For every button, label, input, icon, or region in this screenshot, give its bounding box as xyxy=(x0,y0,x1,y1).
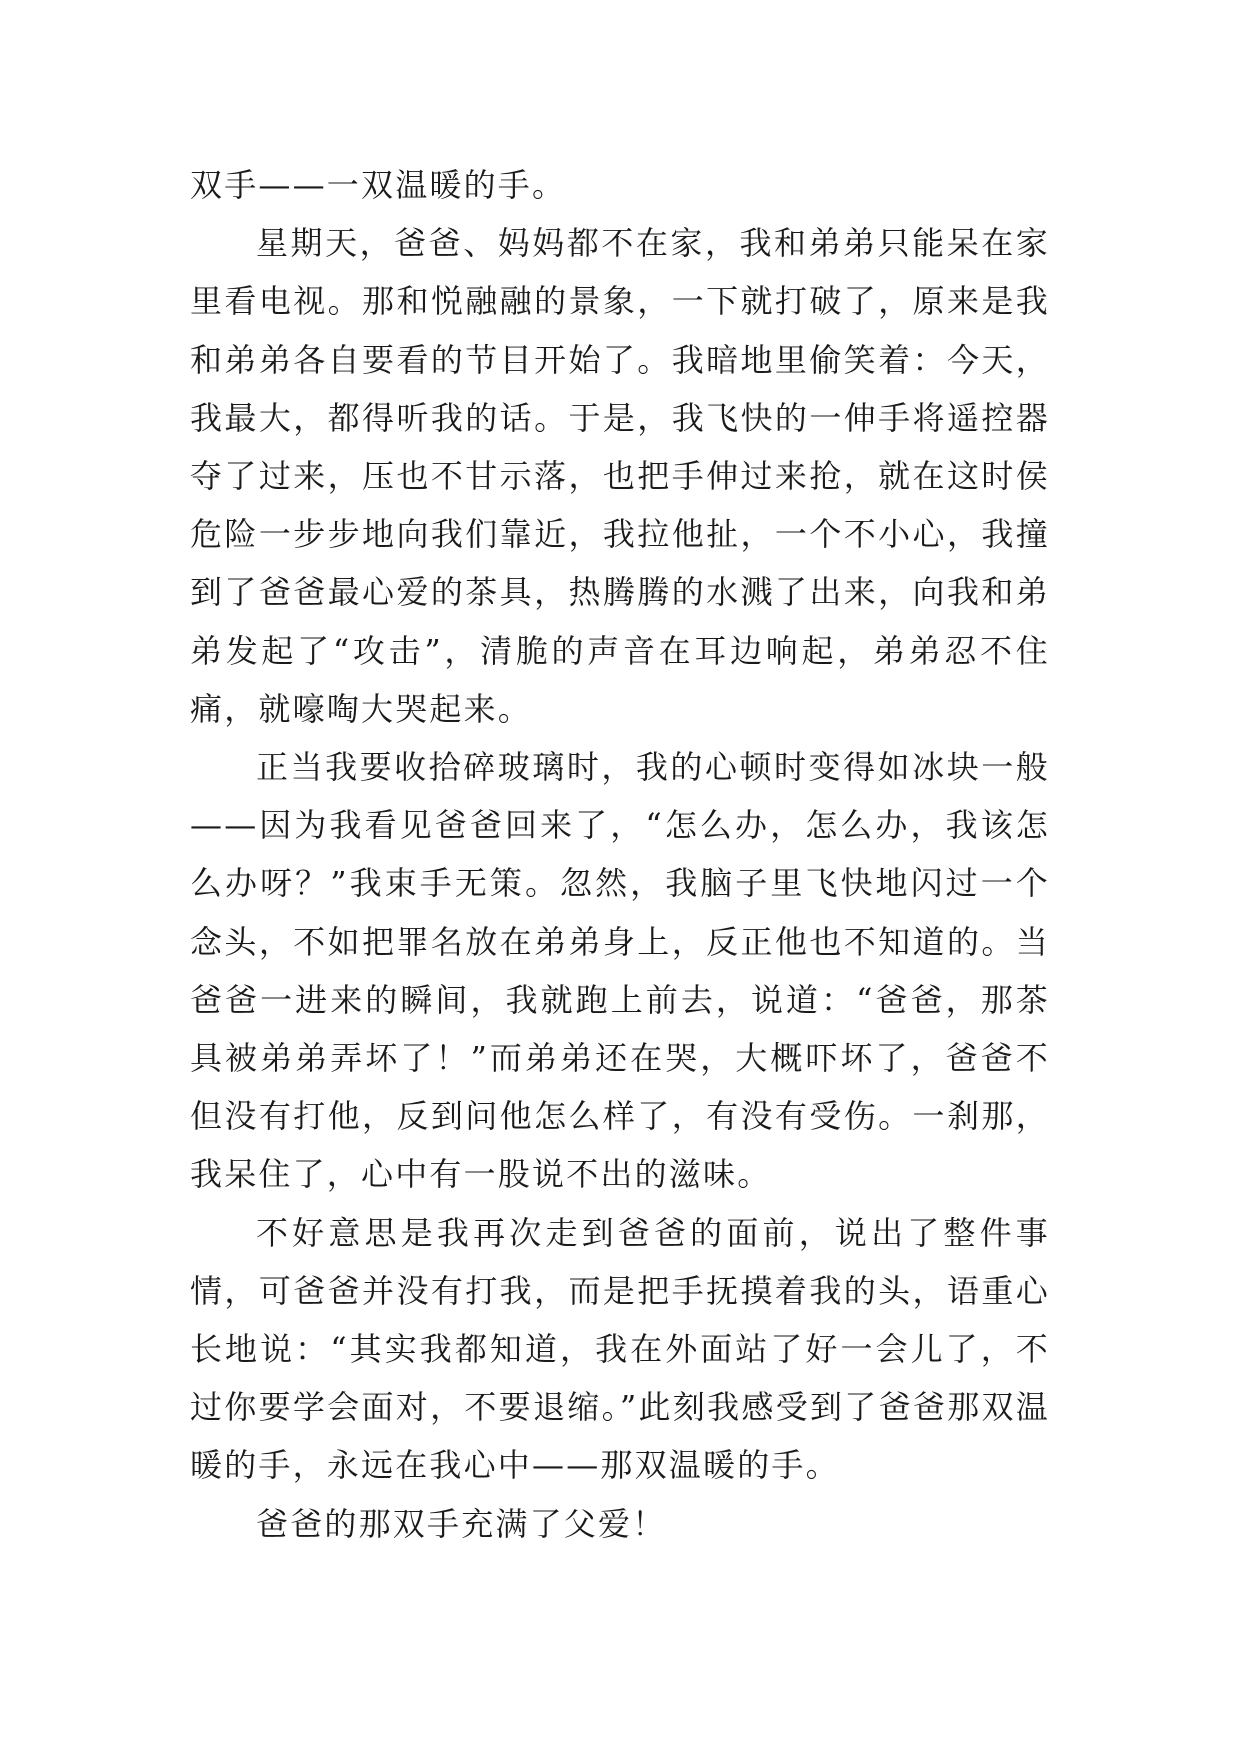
document-body xyxy=(190,156,1050,1553)
paragraph-1: 双手——一双温暖的手。 xyxy=(190,166,567,204)
paragraph-3: 正当我要收拾碎玻璃时，我的心顿时变得如冰块一般——因为我看见爸爸回来了，“怎么办，怎么办，我该怎么办呀？”我束手无策。忽然，我脑子里飞快地闪过一个念头，不如把罪名放在弟弟身上，反正他也不知道的。当爸爸一进来的瞬间，我就跑上前去，说道：“爸爸，那茶具被弟弟弄坏了！”而弟弟还在哭，大概吓坏了，爸爸不但没有打他，反到问他怎么样了，有没有受伤。一刹那，我呆住了，心中有一股说不出的滋味。 xyxy=(190,748,1050,1194)
paragraph-5: 爸爸的那双手充满了父爱！ xyxy=(256,1504,667,1543)
paragraph-2: 星期天，爸爸、妈妈都不在家，我和弟弟只能呆在家里看电视。那和悦融融的景象，一下就打破了，原来是我和弟弟各自要看的节目开始了。我暗地里偷笑着：今天，我最大，都得听我的话。于是，我飞快的一伸手将遥控器夺了过来，压也不甘示落，也把手伸过来抢，就在这时侯危险一步步地向我们靠近，我拉他扯，一个不小心，我撞到了爸爸最心爱的茶具，热腾腾的水溅了出来，向我和弟弟发起了“攻击”，清脆的声音在耳边响起，弟弟忍不住痛，就嚎啕大哭起来。 xyxy=(190,224,1050,728)
paragraph-4: 不好意思是我再次走到爸爸的面前，说出了整件事情，可爸爸并没有打我，而是把手抚摸着我的头，语重心长地说：“其实我都知道，我在外面站了好一会儿了，不过你要学会面对，不要退缩。”此刻我感受到了爸爸那双温暖的手，永远在我心中——那双温暖的手。 xyxy=(190,1213,1050,1485)
